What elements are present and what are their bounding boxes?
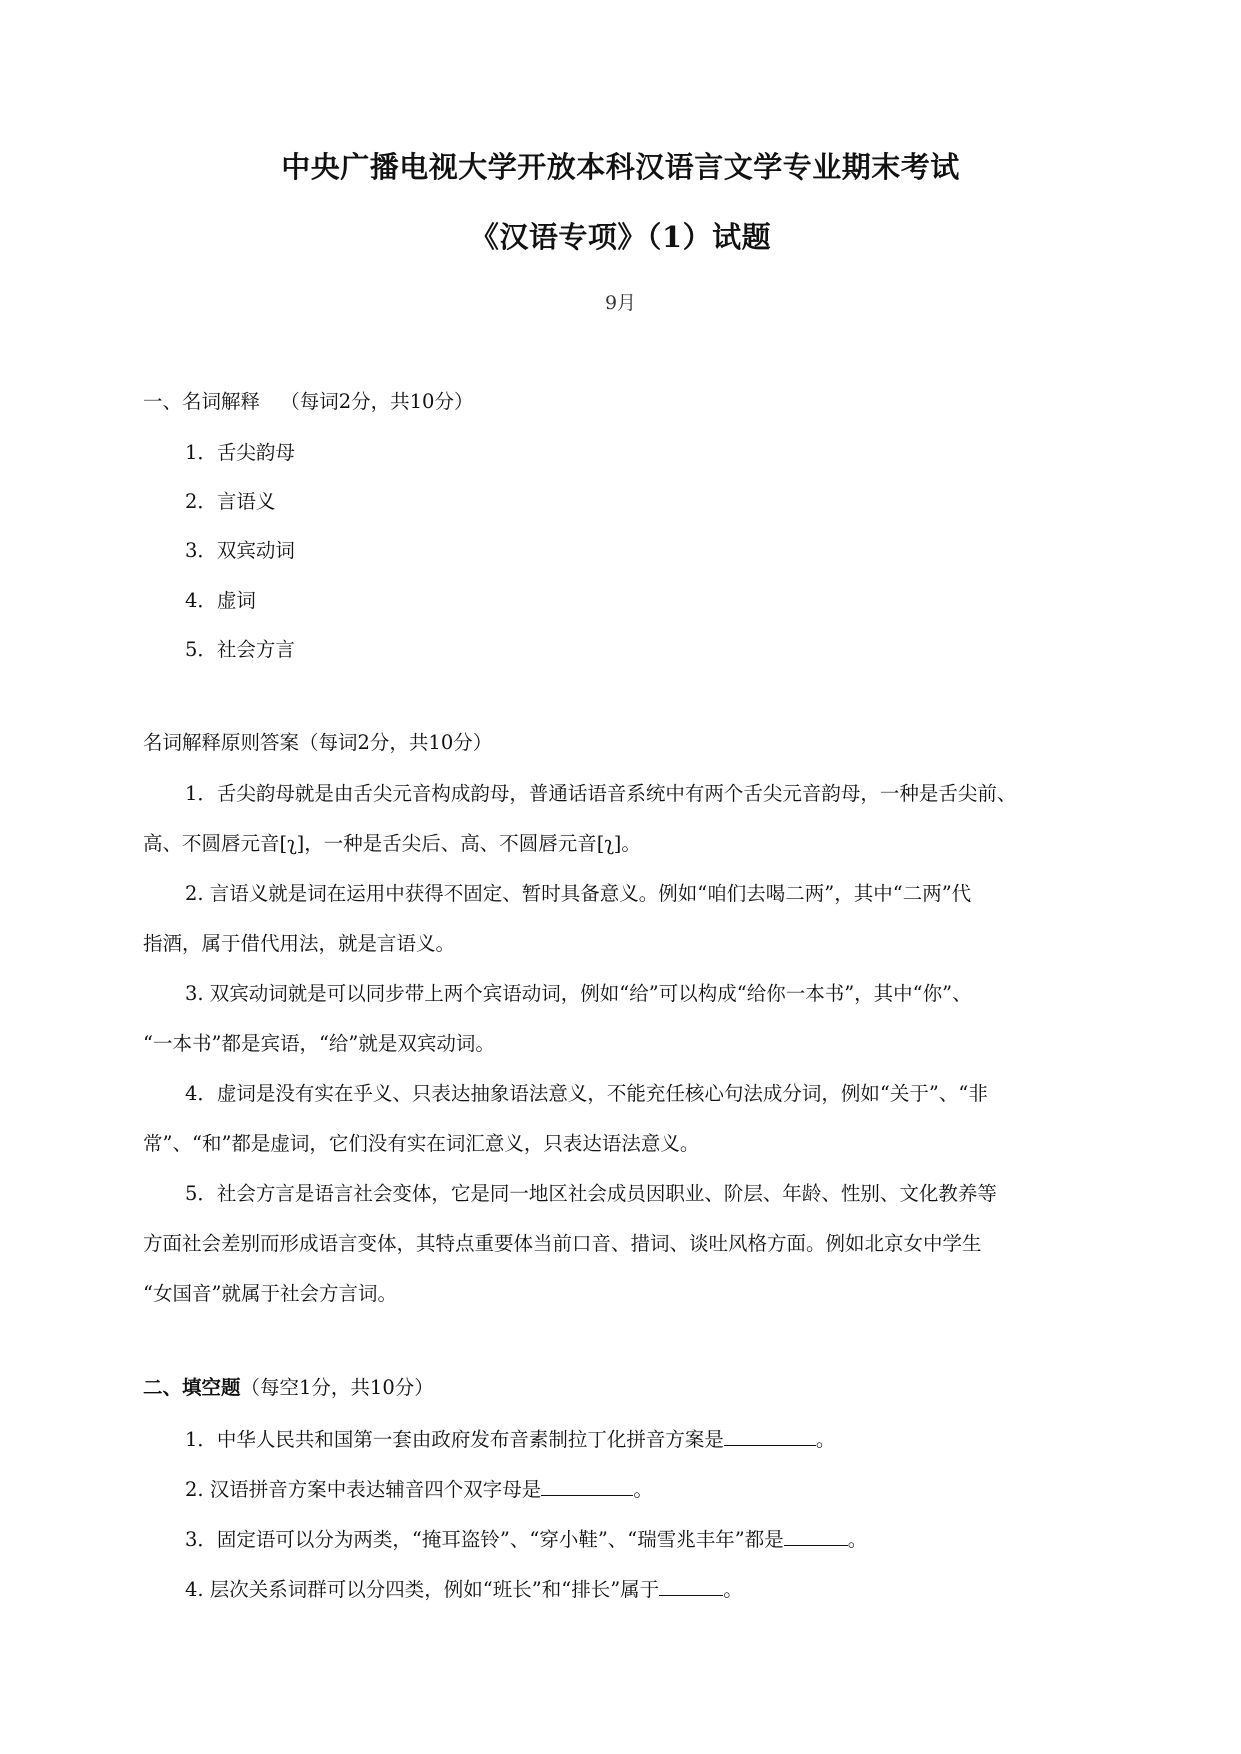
answer-1-line1: 1．舌尖韵母就是由舌尖元音构成韵母，普通话语音系统中有两个舌尖元音韵母，一种是舌尖前、	[185, 782, 1017, 805]
answer-blank-4[interactable]	[659, 1577, 723, 1596]
answer-blank-3[interactable]	[784, 1527, 848, 1546]
term-1: 1．舌尖韵母	[185, 441, 295, 464]
answer-2-line1: 2. 言语义就是词在运用中获得不固定、暂时具备意义。例如“咱们去喝二两”，其中“二两”代	[185, 882, 972, 905]
section2-heading: 二、填空题	[143, 1376, 241, 1399]
section1-heading: 一、名词解释	[143, 390, 261, 413]
fill-question-3	[185, 1527, 867, 1550]
fill-question-2	[185, 1477, 653, 1500]
section2-heading-line	[143, 1378, 434, 1398]
term-5: 5．社会方言	[185, 638, 295, 661]
answer-5-line3: “女国音”就属于社会方言词。	[143, 1282, 397, 1305]
fill-question-1-end: 。	[815, 1428, 836, 1451]
answer-3-line1: 3. 双宾动词就是可以同步带上两个宾语动词，例如“给”可以构成“给你一本书”，其中“你”、	[185, 982, 972, 1005]
term-3: 3．双宾动词	[185, 539, 295, 562]
section1-scoring: （每词2分，共10分）	[280, 390, 474, 413]
section2-scoring: （每空1分，共10分）	[240, 1376, 434, 1399]
fill-question-2-end: 。	[633, 1478, 653, 1501]
fill-question-3-end: 。	[847, 1528, 868, 1551]
fill-question-4-text: 4. 层次关系词群可以分四类，例如“班长”和“排长”属于	[185, 1578, 660, 1601]
answer-blank-2[interactable]	[541, 1477, 633, 1496]
term-4: 4．虚词	[185, 589, 256, 612]
exam-date: 9月	[604, 292, 637, 314]
answers-heading: 名词解释原则答案	[143, 731, 300, 754]
answer-4-line1: 4．虚词是没有实在乎义、只表达抽象语法意义，不能充任核心句法成分词，例如“关于”、“非	[185, 1082, 988, 1105]
fill-question-4-end: 。	[723, 1578, 743, 1601]
fill-question-1-text: 1．中华人民共和国第一套由政府发布音素制拉丁化拼音方案是	[185, 1428, 724, 1451]
answer-3-line2: “一本书”都是宾语，“给”就是双宾动词。	[143, 1032, 495, 1055]
fill-question-4	[185, 1577, 743, 1600]
exam-title-line1: 中央广播电视大学开放本科汉语言文学专业期末考试	[281, 150, 960, 184]
exam-title-line2: 《汉语专项》（1）试题	[469, 220, 772, 254]
answer-1-line2: 高、不圆唇元音[ʅ]，一种是舌尖后、高、不圆唇元音[ʅ]。	[143, 832, 641, 855]
fill-question-3-text: 3．固定语可以分为两类，“掩耳盗铃”、“穿小鞋”、“瑞雪兆丰年”都是	[185, 1528, 784, 1551]
answer-5-line1: 5．社会方言是语言社会变体，它是同一地区社会成员因职业、阶层、年龄、性别、文化教养等	[185, 1182, 997, 1205]
section1-heading-line	[143, 392, 473, 412]
fill-question-1	[185, 1427, 835, 1450]
answer-5-line2: 方面社会差别而形成语言变体，其特点重要体当前口音、措词、谈吐风格方面。例如北京女中学生	[143, 1232, 982, 1255]
answer-4-line2: 常”、“和”都是虚词，它们没有实在词汇意义，只表达语法意义。	[143, 1132, 700, 1155]
answers-scoring: （每词2分，共10分）	[299, 731, 493, 754]
answer-2-line2: 指酒，属于借代用法，就是言语义。	[143, 932, 456, 955]
term-2: 2．言语义	[185, 490, 276, 513]
fill-question-2-text: 2. 汉语拼音方案中表达辅音四个双字母是	[185, 1478, 542, 1501]
answer-blank-1[interactable]	[724, 1427, 816, 1446]
answers-heading-line	[143, 733, 492, 753]
